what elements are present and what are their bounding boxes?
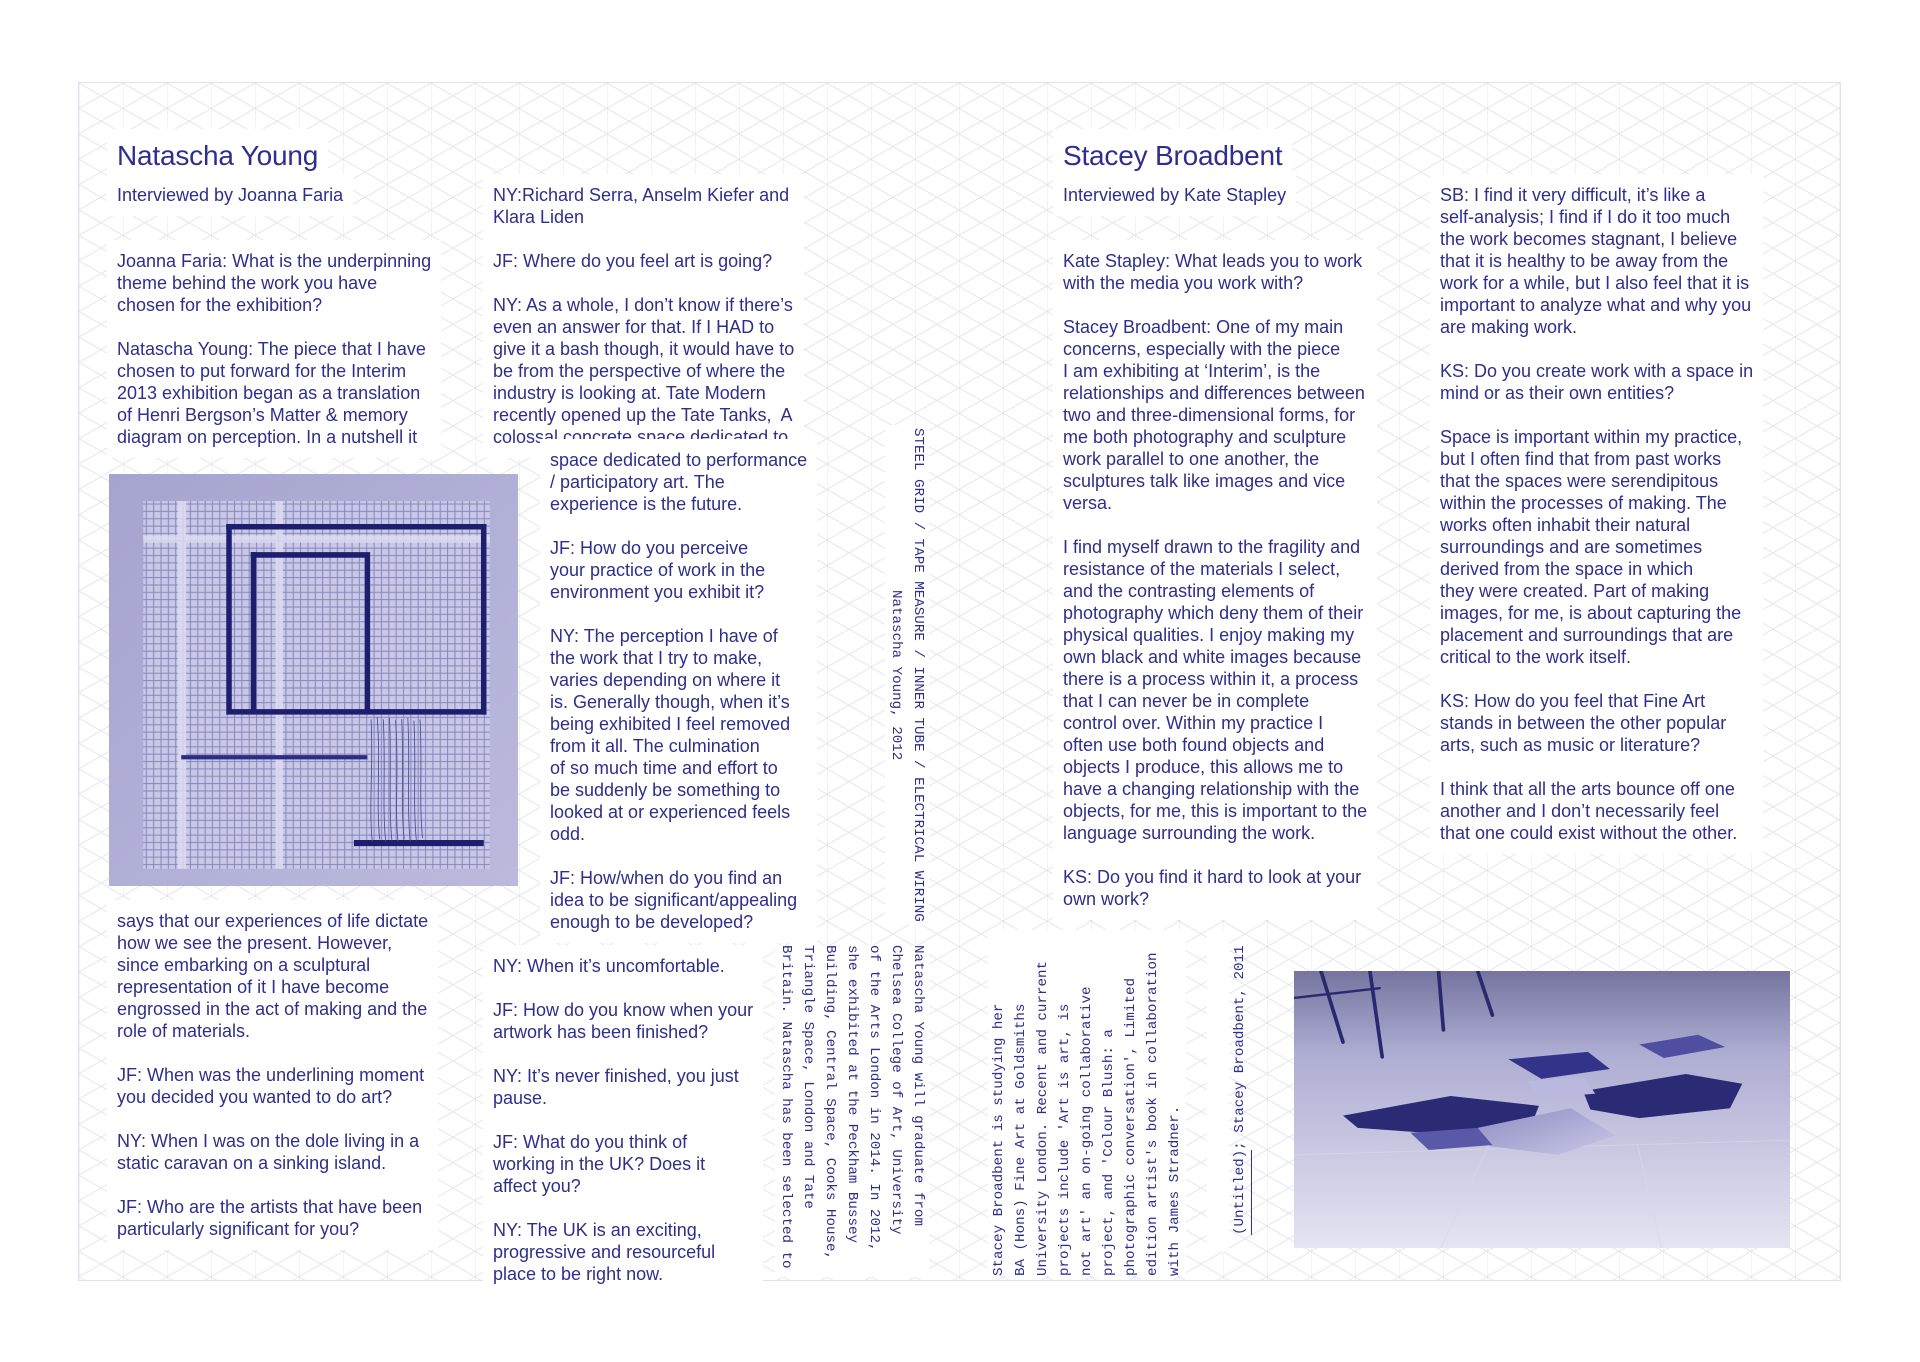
paragraph bbox=[1440, 778, 1753, 844]
text-line: JF: How/when do you find an bbox=[550, 868, 783, 888]
paragraph bbox=[1063, 250, 1367, 294]
paragraph bbox=[117, 1196, 428, 1240]
text-line: Chelsea College of Art, University bbox=[888, 945, 904, 1235]
text-line: another and I don’t necessarily feel bbox=[1440, 801, 1720, 821]
text-line: critical to the work itself. bbox=[1440, 647, 1632, 667]
caption-title: (Untitled) bbox=[1232, 1149, 1248, 1235]
page-title: Stacey Broadbent bbox=[1063, 140, 1283, 171]
text-line: engrossed in the act of making and the bbox=[117, 999, 428, 1019]
text-line: not art' an on-going collaborative bbox=[1079, 986, 1095, 1276]
text-line: NY: It’s never finished, you just bbox=[493, 1066, 739, 1086]
column-2-bottom bbox=[493, 955, 753, 1285]
text-line: Natascha Young, 2012 bbox=[888, 589, 904, 761]
text-line: even an answer for that. If I HAD to bbox=[493, 317, 775, 337]
text-line: they were created. Part of making bbox=[1440, 581, 1710, 601]
text-line: enough to be developed? bbox=[550, 912, 754, 932]
paragraph bbox=[1063, 536, 1367, 844]
text-line: stands in between the other popular bbox=[1440, 713, 1727, 733]
text-line: the work becomes stagnant, I believe bbox=[1440, 229, 1738, 249]
paragraph bbox=[493, 955, 753, 977]
text-line: objects, for me, this is important to the bbox=[1063, 801, 1368, 821]
paragraph bbox=[1440, 184, 1753, 338]
text-line: odd. bbox=[550, 824, 586, 844]
text-line: of Henri Bergson’s Matter & memory bbox=[117, 405, 408, 425]
text-line: mind or as their own entities? bbox=[1440, 383, 1675, 403]
text-line: but I often find that from past works bbox=[1440, 449, 1722, 469]
paragraph bbox=[1063, 866, 1367, 910]
paragraph bbox=[550, 449, 807, 515]
paragraph bbox=[493, 1065, 753, 1109]
column-4 bbox=[1440, 184, 1753, 844]
text-line: projects include 'Art is art, is bbox=[1057, 1003, 1073, 1276]
text-line: JF: What do you think of bbox=[493, 1132, 688, 1152]
paragraph bbox=[117, 250, 431, 316]
text-line: recently opened up the Tate Tanks, A bbox=[493, 405, 793, 425]
text-line: and the contrasting elements of bbox=[1063, 581, 1315, 601]
text-line: are making work. bbox=[1440, 317, 1578, 337]
text-line: is. Generally though, when it’s bbox=[550, 692, 790, 712]
paragraph bbox=[493, 184, 794, 228]
text-line: chosen for the exhibition? bbox=[117, 295, 323, 315]
text-line: idea to be significant/appealing bbox=[550, 890, 798, 910]
text-line: work parallel to one another, the bbox=[1063, 449, 1320, 469]
paragraph bbox=[1440, 690, 1753, 756]
text-line: edition artist's book in collaboration bbox=[1145, 952, 1161, 1276]
text-line: says that our experiences of life dictate bbox=[117, 911, 429, 931]
text-line: Stacey Broadbent is studying her bbox=[991, 1003, 1007, 1276]
interviewer-credit: Interviewed by Joanna Faria bbox=[117, 185, 344, 205]
text-line: Natascha Young will graduate from bbox=[910, 945, 926, 1226]
paragraph bbox=[775, 945, 929, 1277]
text-line: JF: How do you know when your bbox=[493, 1000, 754, 1020]
text-line: Joanna Faria: What is the underpinning bbox=[117, 251, 432, 271]
text-line: images, for me, is about capturing the bbox=[1440, 603, 1742, 623]
text-line: since embarking on a sculptural bbox=[117, 955, 371, 975]
text-line: KS: Do you create work with a space in bbox=[1440, 361, 1754, 381]
text-line: Britain. Natascha has been selected to bbox=[778, 945, 794, 1269]
text-line: BA (Hons) Fine Art at Goldsmiths bbox=[1013, 1003, 1029, 1276]
text-line: within the processes of making. The bbox=[1440, 493, 1727, 513]
text-line: Stacey Broadbent: One of my main bbox=[1063, 317, 1344, 337]
text-line: often use both found objects and bbox=[1063, 735, 1325, 755]
text-line: KS: How do you feel that Fine Art bbox=[1440, 691, 1706, 711]
text-line: own black and white images because bbox=[1063, 647, 1362, 667]
text-line: JF: Where do you feel art is going? bbox=[493, 251, 773, 271]
paragraph bbox=[550, 537, 807, 603]
paragraph bbox=[117, 1064, 428, 1108]
text-line: representation of it I have become bbox=[117, 977, 390, 997]
paragraph bbox=[117, 910, 428, 1042]
text-line: how we see the present. However, bbox=[117, 933, 393, 953]
text-line: resistance of the materials I select, bbox=[1063, 559, 1341, 579]
text-line: environment you exhibit it? bbox=[550, 582, 765, 602]
text-line: particularly significant for you? bbox=[117, 1219, 360, 1239]
text-line: static caravan on a sinking island. bbox=[117, 1153, 387, 1173]
page-title: Natascha Young bbox=[117, 140, 319, 171]
text-line: physical qualities. I enjoy making my bbox=[1063, 625, 1355, 645]
text-line: that the spaces were serendipitous bbox=[1440, 471, 1719, 491]
text-line: NY: As a whole, I don’t know if there’s bbox=[493, 295, 793, 315]
text-line: Space is important within my practice, bbox=[1440, 427, 1743, 447]
paragraph bbox=[885, 425, 929, 925]
text-line: with the media you work with? bbox=[1063, 273, 1304, 293]
text-line: sculptures talk like images and vice bbox=[1063, 471, 1346, 491]
artwork-caption-right bbox=[1207, 930, 1248, 1252]
text-line: versa. bbox=[1063, 493, 1113, 513]
paragraph bbox=[493, 999, 753, 1043]
text-line: derived from the space in which bbox=[1440, 559, 1694, 579]
interviewer-credit: Interviewed by Kate Stapley bbox=[1063, 185, 1287, 205]
text-line: varies depending on where it bbox=[550, 670, 781, 690]
text-line: own work? bbox=[1063, 889, 1150, 909]
text-line: Kate Stapley: What leads you to work bbox=[1063, 251, 1363, 271]
text-line: photography which deny them of their bbox=[1063, 603, 1364, 623]
text-line: being exhibited I feel removed bbox=[550, 714, 791, 734]
text-line: Klara Liden bbox=[493, 207, 585, 227]
text-line: that I can never be in complete bbox=[1063, 691, 1310, 711]
text-line: Natascha Young: The piece that I have bbox=[117, 339, 426, 359]
paragraph bbox=[493, 250, 794, 272]
text-line: photographic conversation', Limited bbox=[1123, 978, 1139, 1276]
text-line: that it is healthy to be away from the bbox=[1440, 251, 1729, 271]
text-line: works often inhabit their natural bbox=[1440, 515, 1691, 535]
text-line: 2013 exhibition began as a translation bbox=[117, 383, 421, 403]
text-line: objects I produce, this allows me to bbox=[1063, 757, 1344, 777]
text-line: of the Arts London in 2014. In 2012, bbox=[866, 945, 882, 1252]
text-line: work for a while, but I also feel that it is bbox=[1440, 273, 1750, 293]
paragraph bbox=[550, 867, 807, 933]
text-line: role of materials. bbox=[117, 1021, 251, 1041]
column-3 bbox=[1063, 250, 1367, 910]
text-line: artwork has been finished? bbox=[493, 1022, 709, 1042]
paragraph bbox=[493, 1219, 753, 1285]
text-line: she exhibited at the Peckham Bussey bbox=[844, 945, 860, 1243]
text-line: diagram on perception. In a nutshell it bbox=[117, 427, 418, 447]
caption-credit: ; Stacey Broadbent, 2011 bbox=[1232, 945, 1248, 1150]
text-line: arts, such as music or literature? bbox=[1440, 735, 1701, 755]
text-line: self-analysis; I find if I do it too much bbox=[1440, 207, 1731, 227]
text-line: progressive and resourceful bbox=[493, 1242, 716, 1262]
column-2-top bbox=[493, 184, 794, 448]
paragraph bbox=[493, 1131, 753, 1197]
column-1-top bbox=[117, 250, 431, 448]
text-line: two and three-dimensional forms, for bbox=[1063, 405, 1356, 425]
text-line: that one could exist without the other. bbox=[1440, 823, 1738, 843]
text-line: with James Stradner. bbox=[1167, 1105, 1183, 1276]
paragraph bbox=[117, 1130, 428, 1174]
text-line: chosen to put forward for the Interim bbox=[117, 361, 407, 381]
paragraph bbox=[493, 294, 794, 448]
text-line: theme behind the work you have bbox=[117, 273, 378, 293]
text-line: I find myself drawn to the fragility and bbox=[1063, 537, 1361, 557]
text-line: NY: The UK is an exciting, bbox=[493, 1220, 702, 1240]
text-line: NY: When it’s uncomfortable. bbox=[493, 956, 725, 976]
text-line: NY:Richard Serra, Anselm Kiefer and bbox=[493, 185, 790, 205]
text-line: NY: The perception I have of bbox=[550, 626, 778, 646]
text-line: Building, Central Space, Cooks House, bbox=[822, 945, 838, 1261]
text-line: JF: Who are the artists that have been bbox=[117, 1197, 423, 1217]
text-line: colossal concrete space dedicated to bbox=[493, 427, 789, 447]
text-line: of so much time and effort to bbox=[550, 758, 778, 778]
text-line: affect you? bbox=[493, 1176, 581, 1196]
artwork-caption-left bbox=[885, 425, 929, 925]
text-line: I am exhibiting at ‘Interim’, is the bbox=[1063, 361, 1321, 381]
column-2-indented bbox=[550, 449, 807, 933]
text-line: I think that all the arts bounce off one bbox=[1440, 779, 1735, 799]
text-line: looked at or experienced feels bbox=[550, 802, 791, 822]
text-line: University London. Recent and current bbox=[1035, 960, 1051, 1276]
column-1-bottom bbox=[117, 910, 428, 1240]
text-line: your practice of work in the bbox=[550, 560, 766, 580]
artwork-photo-floor-sheets bbox=[1294, 971, 1790, 1248]
artist-bio-right bbox=[988, 930, 1186, 1276]
paragraph bbox=[1440, 360, 1753, 404]
paragraph bbox=[1063, 316, 1367, 514]
text-line: important to analyze what and why you bbox=[1440, 295, 1752, 315]
text-line: from it all. The culmination bbox=[550, 736, 760, 756]
text-line: SB: I find it very difficult, it’s like a bbox=[1440, 185, 1706, 205]
text-line: control over. Within my practice I bbox=[1063, 713, 1324, 733]
text-line: project, and 'Colour Blush: a bbox=[1101, 1029, 1117, 1276]
text-line: have a changing relationship with the bbox=[1063, 779, 1360, 799]
text-line: the work that I try to make, bbox=[550, 648, 763, 668]
paragraph bbox=[117, 338, 431, 448]
text-line: NY: When I was on the dole living in a bbox=[117, 1131, 420, 1151]
artwork-photo-steel-grid bbox=[109, 474, 518, 886]
text-line: JF: When was the underlining moment bbox=[117, 1065, 425, 1085]
text-line: experience is the future. bbox=[550, 494, 743, 514]
text-line: surroundings and are sometimes bbox=[1440, 537, 1703, 557]
text-line: be suddenly be something to bbox=[550, 780, 781, 800]
text-line: give it a bash though, it would have to bbox=[493, 339, 795, 359]
paragraph bbox=[550, 625, 807, 845]
text-line: JF: How do you perceive bbox=[550, 538, 749, 558]
text-line: placement and surroundings that are bbox=[1440, 625, 1734, 645]
text-line: you decided you wanted to do art? bbox=[117, 1087, 393, 1107]
text-line: KS: Do you find it hard to look at your bbox=[1063, 867, 1362, 887]
text-line: pause. bbox=[493, 1088, 548, 1108]
text-line: language surrounding the work. bbox=[1063, 823, 1316, 843]
text-line: be from the perspective of where the bbox=[493, 361, 786, 381]
text-line: working in the UK? Does it bbox=[493, 1154, 706, 1174]
text-line: Triangle Space, London and Tate bbox=[800, 945, 816, 1209]
paragraph bbox=[988, 930, 1186, 1276]
text-line: place to be right now. bbox=[493, 1264, 664, 1284]
text-line: there is a process within it, a process bbox=[1063, 669, 1359, 689]
text-line: space dedicated to performance bbox=[550, 450, 808, 470]
text-line: relationships and differences between bbox=[1063, 383, 1365, 403]
artist-bio-left bbox=[775, 945, 929, 1277]
paragraph bbox=[1440, 426, 1753, 668]
text-line: concerns, especially with the piece bbox=[1063, 339, 1341, 359]
text-line: / participatory art. The bbox=[550, 472, 725, 492]
text-line: me both photography and sculpture bbox=[1063, 427, 1347, 447]
text-line: STEEL GRID / TAPE MEASURE / INNER TUBE / ELECTRICAL WIRING bbox=[910, 428, 926, 922]
text-line: industry is looking at. Tate Modern bbox=[493, 383, 766, 403]
